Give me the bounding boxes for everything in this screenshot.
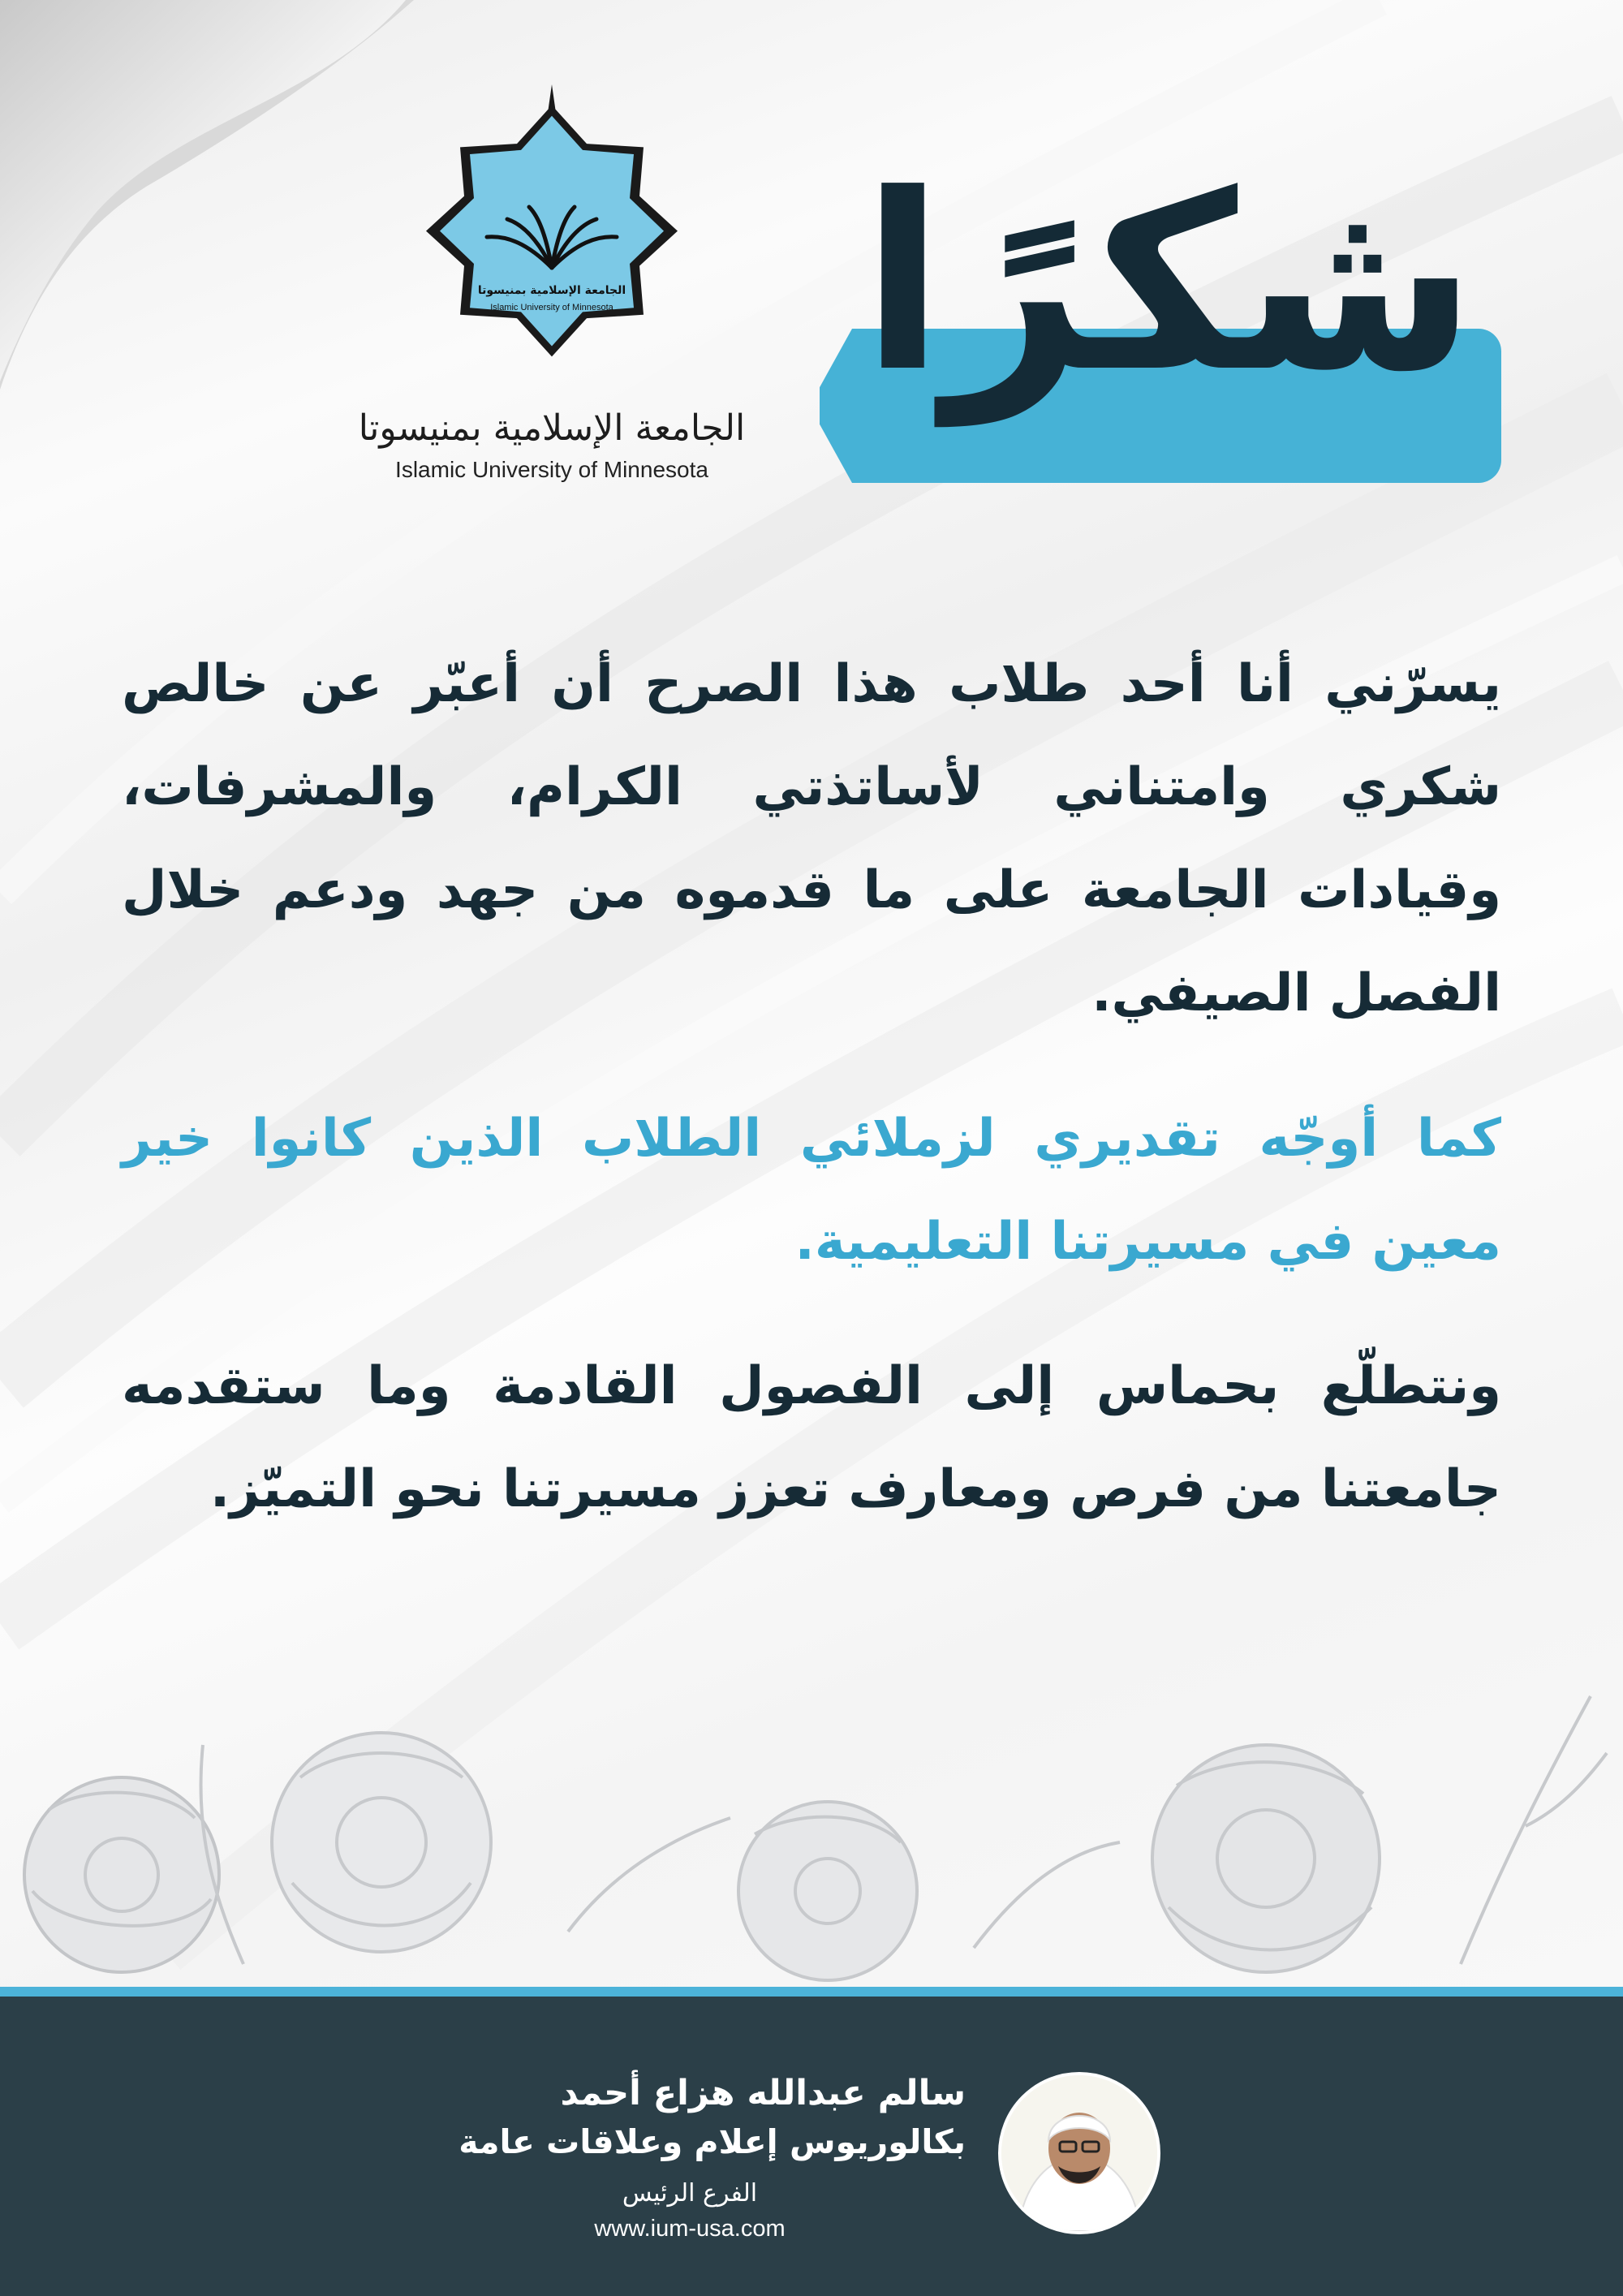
university-logo bbox=[357, 81, 747, 503]
logo-english-caption: Islamic University of Minnesota bbox=[395, 457, 708, 482]
branch-label: الفرع الرئيس bbox=[622, 2179, 758, 2208]
student-name: سالم عبدالله هزاع أحمد bbox=[560, 2073, 966, 2113]
flower-right bbox=[1152, 1745, 1380, 1972]
flower-left bbox=[24, 1777, 219, 1972]
logo-calligraphy: الجامعة الإسلامية بمنيسوتا bbox=[358, 407, 746, 449]
website-link[interactable]: www.ium-usa.com bbox=[594, 2216, 786, 2242]
floral-decoration bbox=[0, 1623, 1623, 1997]
flower-center-left bbox=[272, 1733, 491, 1952]
logo-seal-english: Islamic University of Minnesota bbox=[490, 303, 613, 312]
thanks-paragraph: يسرّني أنا أحد طلاب هذا الصرح أن أعبّر عن خالص شكري وامتناني لأساتذتي الكرام، والمشرفات، وقيادات الجامعة على ما قدموه من جهد ودعم خلال الفصل الصيفي. bbox=[122, 654, 1501, 1023]
logo-seal-arabic: الجامعة الإسلامية بمنيسوتا bbox=[477, 284, 626, 297]
flower-center bbox=[738, 1802, 917, 1980]
footer-accent-stripe bbox=[0, 1987, 1623, 1997]
logo-star-badge bbox=[426, 106, 678, 357]
student-avatar bbox=[998, 2072, 1160, 2234]
student-degree: بكالوريوس إعلام وعلاقات عامة bbox=[458, 2122, 966, 2161]
page-title: شكرًا bbox=[861, 142, 1477, 425]
aspiration-paragraph: ونتطلّع بحماس إلى الفصول القادمة وما ستقدمه جامعتنا من فرص ومعارف تعزز مسيرتنا نحو التميّز. bbox=[122, 1356, 1501, 1519]
appreciation-paragraph: كما أوجّه تقديري لزملائي الطلاب الذين كانوا خير معين في مسيرتنا التعليمية. bbox=[122, 1109, 1501, 1272]
person-photo-icon bbox=[1001, 2075, 1157, 2231]
